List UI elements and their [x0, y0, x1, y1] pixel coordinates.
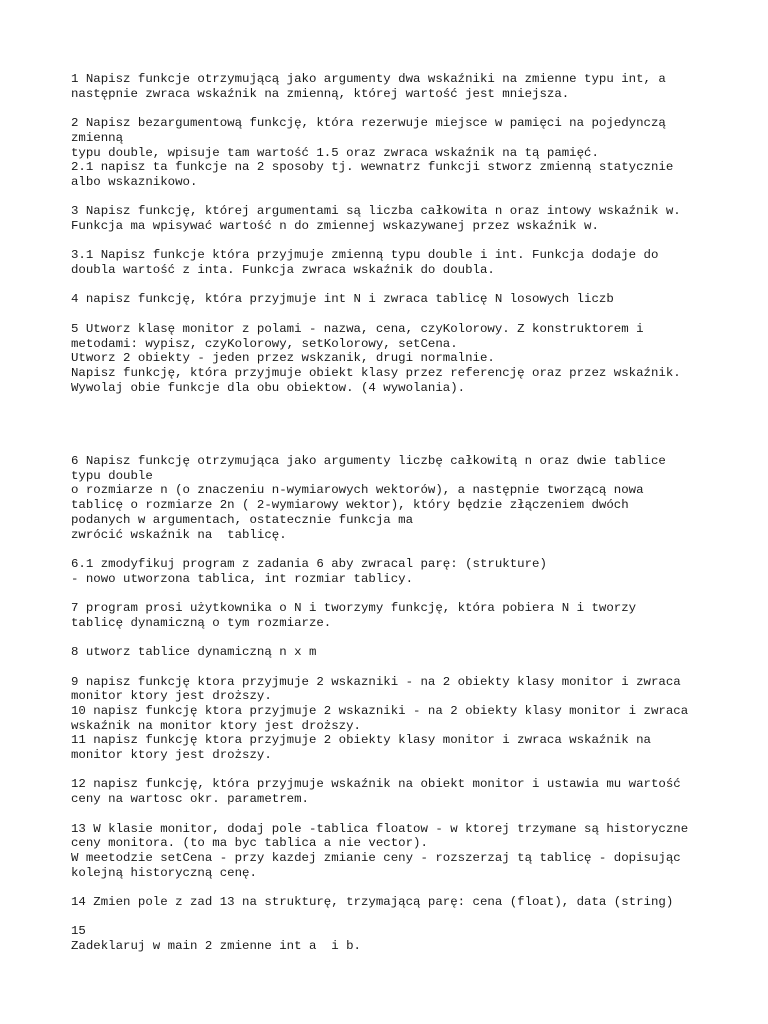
paragraph-task-13 — [71, 822, 751, 881]
text-line: 15 — [71, 924, 86, 939]
text-line: Zadeklaruj w main 2 zmienne int a i b. — [71, 939, 361, 954]
text-line: Napisz funkcję, która przyjmuje obiekt klasy przez referencję oraz przez wskaźnik. — [71, 365, 681, 380]
text-line: typu double — [71, 468, 153, 483]
text-line: 3.1 Napisz funkcje która przyjmuje zmienną typu double i int. Funkcja dodaje do — [71, 248, 659, 263]
paragraph-task-9-11 — [71, 675, 751, 763]
text-line: 12 napisz funkcję, która przyjmuje wskaźnik na obiekt monitor i ustawia mu wartość — [71, 777, 681, 792]
text-line: Funkcja ma wpisywać wartość n do zmiennej wskazywanej przez wskaźnik w. — [71, 219, 599, 233]
paragraph-task-4 — [71, 292, 751, 307]
document-body — [71, 72, 751, 969]
paragraph-task-15 — [71, 924, 751, 953]
text-line: 9 napisz funkcję ktora przyjmuje 2 wskazniki - na 2 obiekty klasy monitor i zwraca — [71, 674, 681, 689]
paragraph-task-6 — [71, 454, 751, 542]
paragraph-task-14 — [71, 895, 751, 910]
paragraph-task-3 — [71, 204, 751, 233]
text-line: ceny na wartosc okr. parametrem. — [71, 792, 309, 807]
text-line: Utworz 2 obiekty - jeden przez wskzanik, drugi normalnie. — [71, 351, 495, 366]
text-line: następnie zwraca wskaźnik na zmienną, której wartość jest mniejsza. — [71, 86, 570, 101]
paragraph-task-3-1 — [71, 248, 751, 277]
text-line: - nowo utworzona tablica, int rozmiar tablicy. — [71, 571, 414, 586]
text-line: 1 Napisz funkcje otrzymującą jako argumenty dwa wskaźniki na zmienne typu int, a — [71, 72, 666, 86]
paragraph-task-5 — [71, 322, 751, 396]
text-line: 3 Napisz funkcję, której argumentami są liczba całkowita n oraz intowy wskaźnik w. — [71, 204, 681, 219]
text-line: W meetodzie setCena - przy kazdej zmianie ceny - rozszerzaj tą tablicę - dopisując — [71, 850, 681, 865]
text-line: o rozmiarze n (o znaczeniu n-wymiarowych wektorów), a następnie tworzącą nowa — [71, 483, 644, 498]
paragraph-task-1 — [71, 72, 751, 101]
text-line: tablicę dynamiczną o tym rozmiarze. — [71, 615, 332, 630]
text-line: 6.1 zmodyfikuj program z zadania 6 aby zwracal parę: (strukture) — [71, 556, 547, 571]
paragraph-task-2 — [71, 116, 751, 190]
text-line: 7 program prosi użytkownika o N i tworzymy funkcję, która pobiera N i tworzy — [71, 601, 637, 616]
text-line: 5 Utworz klasę monitor z polami - nazwa, cena, czyKolorowy. Z konstruktorem i — [71, 321, 644, 336]
blank-space — [71, 410, 751, 454]
text-line: zwrócić wskaźnik na tablicę. — [71, 527, 287, 542]
text-line: 11 napisz funkcję ktora przyjmuje 2 obiekty klasy monitor i zwraca wskaźnik na — [71, 733, 651, 748]
text-line: kolejną historyczną cenę. — [71, 865, 257, 880]
text-line: albo wskaznikowo. — [71, 174, 198, 189]
text-line: 10 napisz funkcję ktora przyjmuje 2 wskazniki - na 2 obiekty klasy monitor i zwraca — [71, 703, 689, 718]
text-line: 8 utworz tablice dynamiczną n x m — [71, 645, 317, 660]
text-line: 2.1 napisz ta funkcje na 2 sposoby tj. wewnatrz funkcji stworz zmienną statycznie — [71, 160, 674, 175]
paragraph-task-7 — [71, 601, 751, 630]
text-line: 2 Napisz bezargumentową funkcję, która rezerwuje miejsce w pamięci na pojedynczą — [71, 116, 666, 131]
text-line: 6 Napisz funkcję otrzymująca jako argumenty liczbę całkowitą n oraz dwie tablice — [71, 454, 666, 469]
text-line: ceny monitora. (to ma byc tablica a nie vector). — [71, 836, 428, 851]
text-line: 14 Zmien pole z zad 13 na strukturę, trzymającą parę: cena (float), data (string) — [71, 895, 674, 910]
text-line: Wywolaj obie funkcje dla obu obiektow. (4 wywolania). — [71, 380, 466, 395]
text-line: monitor ktory jest droższy. — [71, 748, 272, 763]
paragraph-task-12 — [71, 777, 751, 806]
text-line: metodami: wypisz, czyKolorowy, setKolorowy, setCena. — [71, 336, 458, 351]
text-line: tablicę o rozmiarze 2n ( 2-wymiarowy wektor), który będzie złączeniem dwóch — [71, 498, 629, 513]
text-line: typu double, wpisuje tam wartość 1.5 oraz zwraca wskaźnik na tą pamięć. — [71, 145, 599, 160]
text-line: podanych w argumentach, ostatecznie funkcja ma — [71, 512, 414, 527]
paragraph-task-6-1 — [71, 557, 751, 586]
text-line: zmienną — [71, 130, 124, 145]
text-line: monitor ktory jest droższy. — [71, 689, 272, 704]
text-line: doubla wartość z inta. Funkcja zwraca wskaźnik do doubla. — [71, 263, 495, 278]
paragraph-task-8 — [71, 645, 751, 660]
text-line: 13 W klasie monitor, dodaj pole -tablica floatow - w ktorej trzymane są historyczne — [71, 821, 689, 836]
text-line: wskaźnik na monitor ktory jest droższy. — [71, 718, 361, 733]
text-line: 4 napisz funkcję, która przyjmuje int N i zwraca tablicę N losowych liczb — [71, 292, 614, 307]
